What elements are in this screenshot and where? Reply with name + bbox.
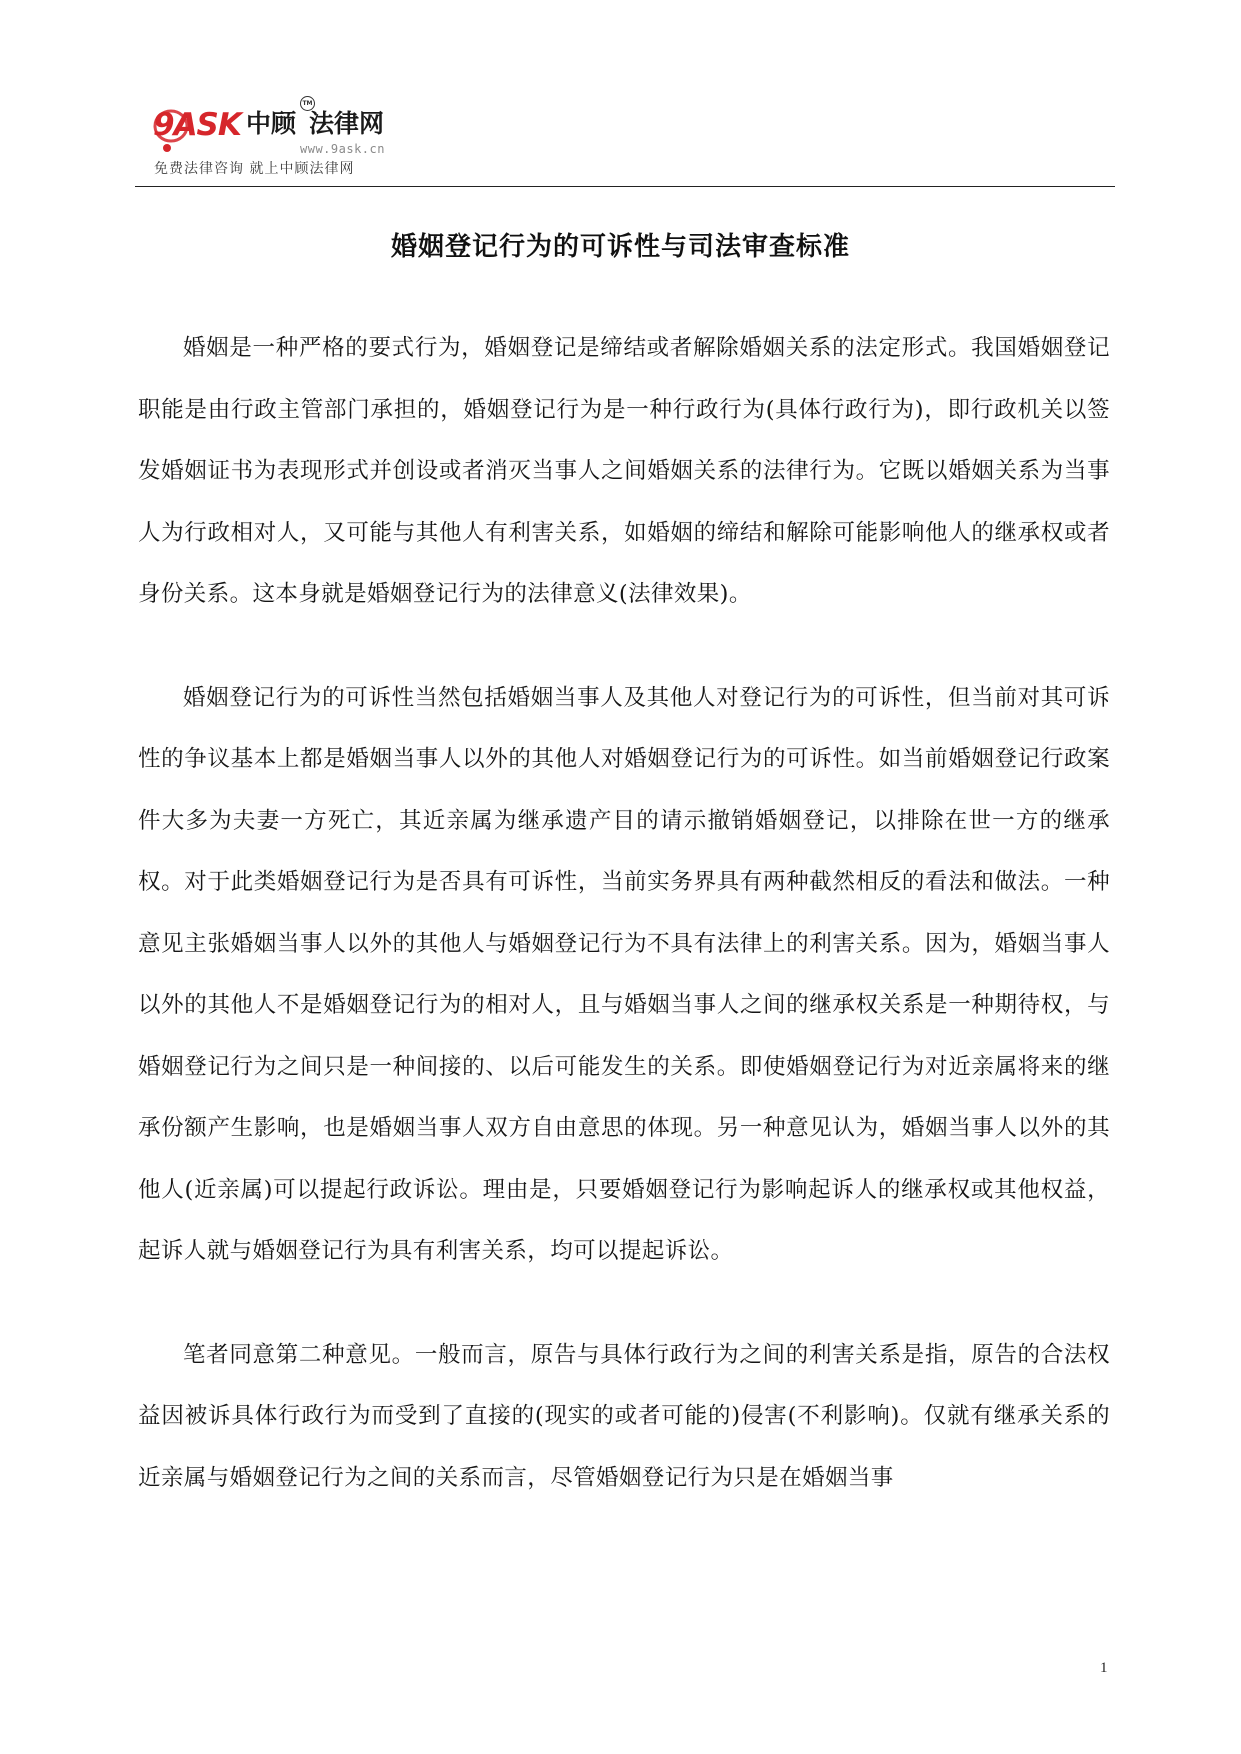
body-paragraph: 婚姻是一种严格的要式行为，婚姻登记是缔结或者解除婚姻关系的法定形式。我国婚姻登记职能是由行政主管部门承担的，婚姻登记行为是一种行政行为(具体行政行为)，即行政机关以签发婚姻证书为表现形式并创设或者消灭当事人之间婚姻关系的法律行为。它既以婚姻关系为当事人为行政相对人，又可能与其他人有利害关系，如婚姻的缔结和解除可能影响他人的继承权或者身份关系。这本身就是婚姻登记行为的法律意义(法律效果)。 (138, 335, 1110, 607)
9ask-logo[interactable] (153, 96, 453, 186)
document-title: 婚姻登记行为的可诉性与司法审查标准 (390, 232, 850, 262)
logo-url: www.9ask.cn (300, 142, 385, 156)
header-divider (135, 186, 1115, 187)
logo-slogan: 免费法律咨询 就上中顾法律网 (154, 161, 355, 177)
document-body (138, 318, 1110, 1551)
logo-name-zhonggu: 中顾 (246, 109, 297, 138)
body-paragraph: 笔者同意第二种意见。一般而言，原告与具体行政行为之间的利害关系是指，原告的合法权益因被诉具体行政行为而受到了直接的(现实的或者可能的)侵害(不利影响)。仅就有继承关系的近亲属与婚姻登记行为之间的关系而言，尽管婚姻登记行为只是在婚姻当事 (138, 1341, 1110, 1491)
document-header (135, 88, 1115, 188)
logo-brand-text: 9ASK (153, 107, 241, 143)
body-paragraph: 婚姻登记行为的可诉性当然包括婚姻当事人及其他人对登记行为的可诉性，但当前对其可诉性的争议基本上都是婚姻当事人以外的其他人对婚姻登记行为的可诉性。如当前婚姻登记行政案件大多为夫妻一方死亡，其近亲属为继承遗产目的请示撤销婚姻登记，以排除在世一方的继承权。对于此类婚姻登记行为是否具有可诉性，当前实务界具有两种截然相反的看法和做法。一种意见主张婚姻当事人以外的其他人与婚姻登记行为不具有法律上的利害关系。因为，婚姻当事人以外的其他人不是婚姻登记行为的相对人，且与婚姻当事人之间的继承权关系是一种期待权，与婚姻登记行为之间只是一种间接的、以后可能发生的关系。即使婚姻登记行为对近亲属将来的继承份额产生影响，也是婚姻当事人双方自由意思的体现。另一种意见认为，婚姻当事人以外的其他人(近亲属)可以提起行政诉讼。理由是，只要婚姻登记行为影响起诉人的继承权或其他权益，起诉人就与婚姻登记行为具有利害关系，均可以提起诉讼。 (138, 684, 1110, 1264)
trademark-icon: TM (300, 96, 315, 111)
logo-name-falvwang: 法律网 (309, 109, 385, 138)
page-number: 1 (1100, 1660, 1108, 1676)
